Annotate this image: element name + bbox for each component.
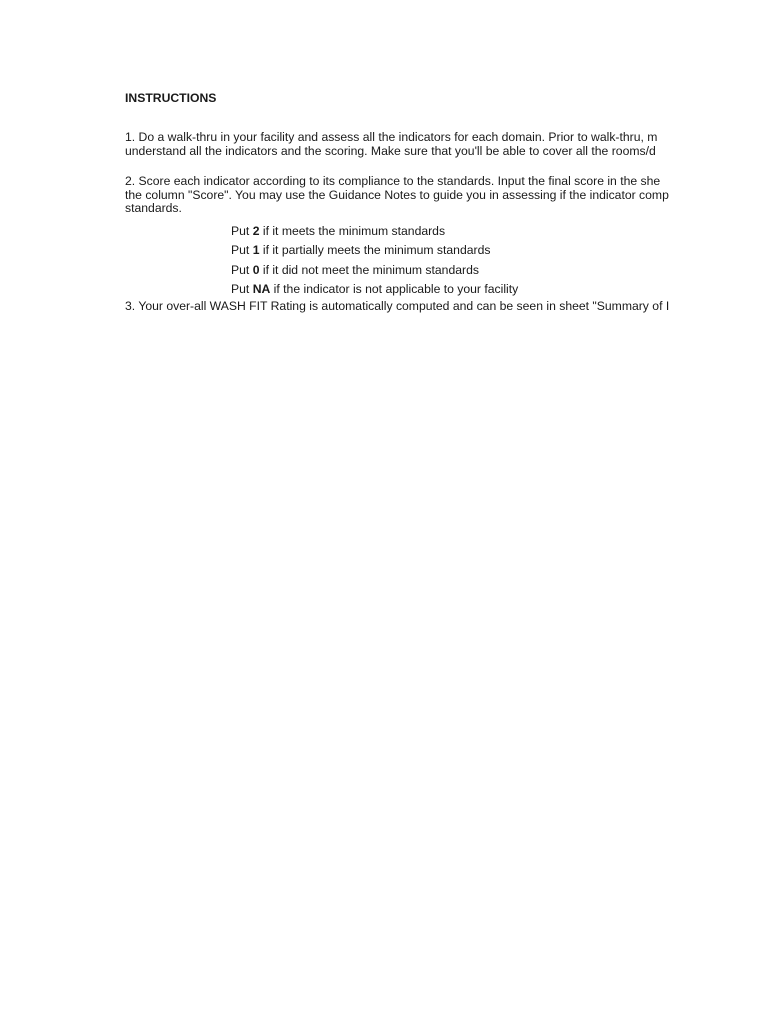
score-value: NA (252, 282, 271, 297)
step-3-paragraph (125, 300, 682, 314)
score-value: 1 (252, 243, 260, 258)
score-legend (231, 222, 682, 300)
step-2-line-3: standards. (125, 201, 182, 215)
step-3-line-1: 3. Your over-all WASH FIT Rating is automatically computed and can be seen in sheet "Summary of I (125, 298, 670, 313)
score-value: 2 (252, 223, 260, 238)
step-2-line-1: 2. Score each indicator according to its compliance to the standards. Input the final score in the she (125, 174, 661, 188)
step-1-line-1: 1. Do a walk-thru in your facility and assess all the indicators for each domain. Prior to walk-thru, m (125, 130, 658, 144)
step-1-paragraph (125, 131, 682, 158)
step-1-line-2: understand all the indicators and the scoring. Make sure that you'll be able to cover all the rooms/d (125, 143, 656, 158)
score-item-2: Put 2 if it meets the minimum standards (231, 223, 446, 238)
instructions-heading: INSTRUCTIONS (125, 92, 217, 105)
score-item-na: Put NA if the indicator is not applicable to your facility (231, 282, 519, 297)
score-item-0: Put 0 if it did not meet the minimum standards (231, 262, 479, 277)
step-2-line-2: the column "Score". You may use the Guidance Notes to guide you in assessing if the indicator comp (125, 187, 669, 202)
step-2-paragraph (125, 175, 682, 216)
score-item-1: Put 1 if it partially meets the minimum standards (231, 243, 491, 258)
score-value: 0 (252, 262, 260, 277)
instructions-block (125, 92, 682, 313)
